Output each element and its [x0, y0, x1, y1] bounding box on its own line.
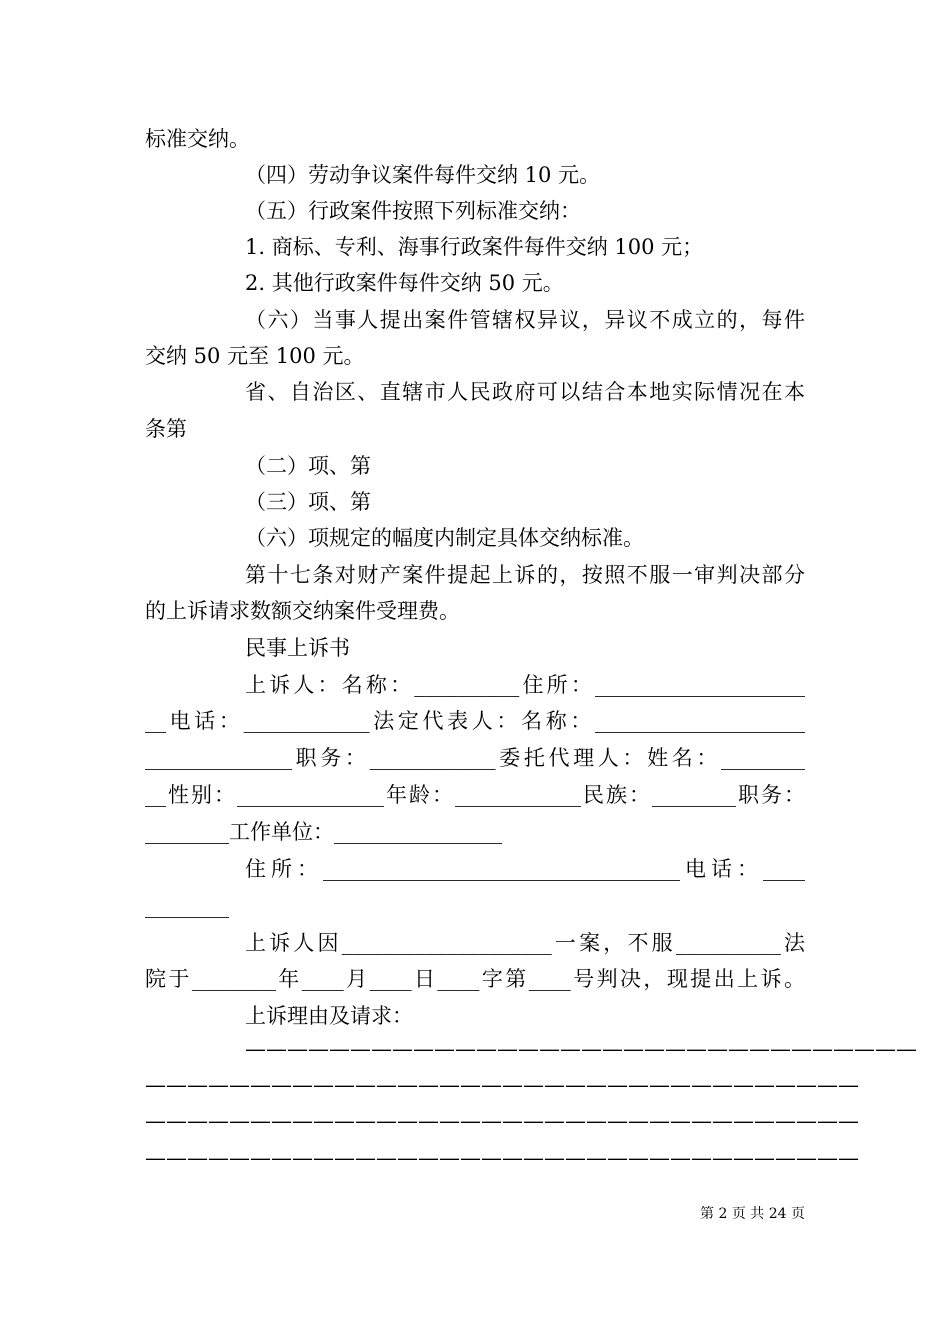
text-line: 交纳 50 元至 100 元。 [145, 344, 365, 368]
form-line: __电话：____________法定代表人：名称：____________________ [145, 709, 805, 733]
text-line: （六）项规定的幅度内制定具体交纳标准。 [245, 526, 644, 550]
text-line: （四）劳动争议案件每件交纳 10 元。 [245, 163, 601, 187]
form-line: ________工作单位：________________ [145, 820, 502, 844]
form-label: 上诉理由及请求： [245, 1004, 413, 1028]
form-line: 上诉人：名称：__________住所：____________________ [245, 673, 805, 697]
text-line: （六）当事人提出案件管辖权异议，异议不成立的，每件 [245, 308, 805, 332]
blank-rule-line: —————————————————————————————————— [145, 1146, 859, 1170]
form-line: 院于________年____月____日____字第____号判决，现提出上诉。 [145, 967, 805, 991]
form-title: 民事上诉书 [245, 636, 350, 660]
text-line: （三）项、第 [245, 490, 371, 514]
text-line: （二）项、第 [245, 454, 371, 478]
form-line: 上诉人因____________________一案，不服__________法 [245, 931, 805, 955]
text-line: 省、自治区、直辖市人民政府可以结合本地实际情况在本 [245, 380, 805, 404]
blank-rule-line: —————————————————————————————————— [145, 1109, 859, 1133]
text-line: 标准交纳。 [145, 127, 250, 151]
form-line: 住所：__________________________________电话：____ [245, 857, 805, 881]
blank-rule-line: —————————————————————————————————— [145, 1073, 859, 1097]
text-line: 的上诉请求数额交纳案件受理费。 [145, 599, 460, 623]
blank-rule-line: ———————————————————————————————— [245, 1037, 917, 1061]
text-line: 1. 商标、专利、海事行政案件每件交纳 100 元； [245, 235, 704, 259]
form-line: __性别：______________年龄：____________民族：________职务： [145, 783, 805, 807]
text-line: （五）行政案件按照下列标准交纳： [245, 199, 581, 223]
form-line: ________ [145, 894, 229, 918]
page-number: 第 2 页 共 24 页 [700, 1206, 805, 1222]
form-line: ______________职务：____________委托代理人：姓名：________ [145, 746, 805, 770]
text-line: 第十七条对财产案件提起上诉的，按照不服一审判决部分 [245, 563, 805, 587]
text-line: 条第 [145, 417, 187, 441]
text-line: 2. 其他行政案件每件交纳 50 元。 [245, 271, 564, 295]
